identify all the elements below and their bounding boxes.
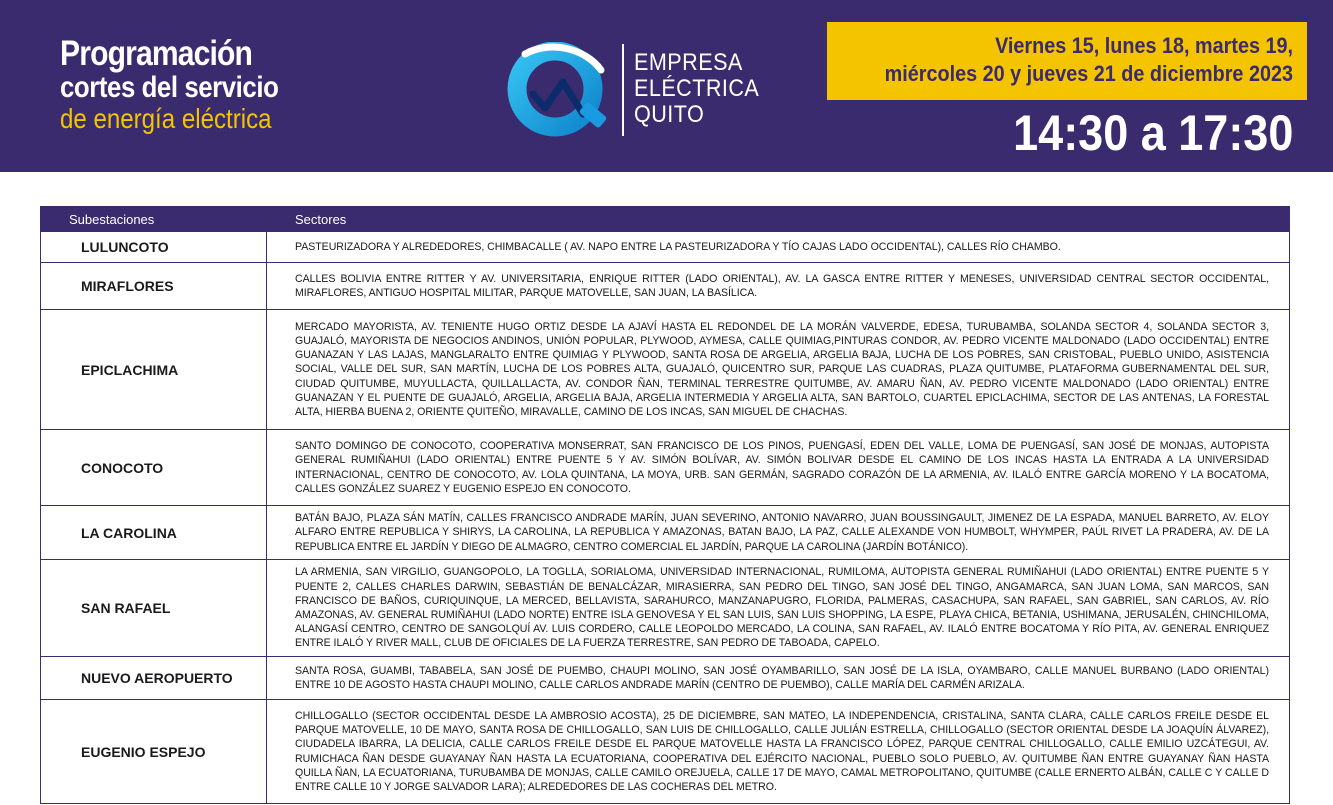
substation-name: LA CAROLINA: [41, 506, 267, 560]
table-row: [41, 560, 1290, 657]
table-row: [41, 700, 1290, 804]
table-row: [41, 430, 1290, 506]
logo-line-2: ELÉCTRICA: [634, 75, 760, 102]
date-box: [827, 22, 1307, 100]
sector-list: MERCADO MAYORISTA, AV. TENIENTE HUGO ORTIZ DESDE LA AJAVÍ HASTA EL REDONDEL DE LA MORÁN VALVERDE, EDESA, TURUBAMBA, SOLANDA SECTOR 4, SOLANDA SECTOR 3, GUAJALÓ, MAYORISTA DE NEGOCIOS ANDINOS, UNIÓN POPULAR, PLYWOOD, AYMESA, CALLE QUIMIAG,PINTURAS CONDOR, AV. PEDRO VICENTE MALDONADO (LADO OCCIDENTAL) ENTRE GUANAZAN Y LAS LAJAS, MANGLARALTO ENTRE QUIMIAG Y PLYWOOD, SANTA ROSA DE ARGELIA, ARGELIA BAJA, LUCHA DE LOS POBRES, SAN CRISTOBAL, PUEBLO UNIDO, ASISTENCIA SOCIAL, VALLE DEL SUR, SAN MARTÍN, LUCHA DE LOS POBRES ALTA, GUAJALÓ, QUICENTRO SUR, PARQUE LAS CUADRAS, PLAZA QUITUMBE, PLATAFORMA GUBERNAMENTAL DEL SUR, CIUDAD QUITUMBE, MUYULLACTA, QUILLALLACTA, AV. CONDOR ÑAN, TERMINAL TERRESTRE QUITUMBE, AV. AMARU ÑAN, AV. PEDRO VICENTE MALDONADO (LADO ORIENTAL) ENTRE GUANAZAN Y EL PUENTE DE GUAJALÓ, ARGELIA, ARGELIA BAJA, ARGELIA INTERMEDIA Y ARGELIA ALTA, SAN BARTOLO, CUARTEL EPICLACHIMA, SECTOR DE LAS ANTENAS, LA FORESTAL ALTA, HIERBA BUENA 2, ORIENTE QUITEÑO, MIRAVALLE, CAMINO DE LOS INCAS, SAN MIGUEL DE CHACHAS.: [267, 310, 1290, 430]
substation-name: CONOCOTO: [41, 430, 267, 506]
header-substations: Subestaciones: [41, 207, 267, 232]
substation-name: EPICLACHIMA: [41, 310, 267, 430]
sector-list: SANTA ROSA, GUAMBI, TABABELA, SAN JOSÉ DE PUEMBO, CHAUPI MOLINO, SAN JOSÉ OYAMBARILLO, SAN JOSÉ DE LA ISLA, OYAMBARO, CALLE MANUEL BURBANO (LADO ORIENTAL) ENTRE 10 DE AGOSTO HASTA CHAUPI MOLINO, CALLE CARLOS ANDRADE MARÍN (CENTRO DE PUEMBO), CALLE MARÍA DEL CARMÉN ARIZALA.: [267, 657, 1290, 700]
outage-table: [40, 206, 1290, 804]
time-range: 14:30 a 17:30: [1012, 105, 1293, 161]
table-row: [41, 263, 1290, 310]
substation-name: MIRAFLORES: [41, 263, 267, 310]
table-header-row: [41, 207, 1290, 232]
logo-line-1: EMPRESA: [634, 49, 743, 76]
page-title: [60, 36, 314, 133]
substation-name: NUEVO AEROPUERTO: [41, 657, 267, 700]
date-line-2: miércoles 20 y jueves 21 de diciembre 2023: [884, 61, 1293, 86]
table-row: [41, 506, 1290, 560]
eeq-logo-icon: [505, 42, 610, 137]
header-sectors: Sectores: [267, 207, 1290, 232]
substation-name: SAN RAFAEL: [41, 560, 267, 657]
title-line-2: cortes del servicio: [60, 71, 279, 104]
title-line-3: de energía eléctrica: [60, 103, 272, 134]
substation-name: LULUNCOTO: [41, 232, 267, 263]
sector-list: CHILLOGALLO (SECTOR OCCIDENTAL DESDE LA AMBROSIO ACOSTA), 25 DE DICIEMBRE, SAN MATEO, LA INDEPENDENCIA, CRISTALINA, SANTA CLARA, CALLE CARLOS FREILE DESDE EL PARQUE MATOVELLE, 10 DE MAYO, SANTA ROSA DE CHILLOGALLO, SAN LUIS DE CHILLOGALLO, CALLE JULIÁN ESTRELLA, CHILLOGALLO (SECTOR ORIENTAL DESDE LA JOAQUÍN ÁLVAREZ), CIUDADELA IBARRA, LA DELICIA, CALLE CARLOS FREILE DESDE EL PARQUE MATOVELLE HASTA LA FRANCISCO LÓPEZ, PARQUE CENTRAL CHILLOGALLO, CALLE EMILIO UZCÁTEGUI, AV. RUMICHACA ÑAN DESDE GUAYANAY ÑAN HASTA LA ECUATORIANA, COOPERATIVA DEL EJÉRCITO NACIONAL, PUEBLO SOLO PUEBLO, AV. QUITUMBE ÑAN ENTRE GUAYANAY ÑAN HASTA QUILLA ÑAN, LA ECUATORIANA, TURUBAMBA DE MONJAS, CALLE CAMILO OREJUELA, CALLE 17 DE MAYO, CAMAL METROPOLITANO, QUITUMBE (CALLE ERNERTO ALBÁN, CALLE C Y CALLE D ENTRE CALLE 10 Y JORGE SALVADOR LARA); ALREDEDORES DE LAS COCHERAS DEL METRO.: [267, 700, 1290, 804]
logo-line-3: QUITO: [634, 101, 705, 128]
title-line-1: Programación: [60, 34, 253, 73]
table-row: [41, 657, 1290, 700]
logo-wordmark: [634, 50, 759, 128]
table-row: [41, 310, 1290, 430]
table-row: [41, 232, 1290, 263]
sector-list: CALLES BOLIVIA ENTRE RITTER Y AV. UNIVERSITARIA, ENRIQUE RITTER (LADO ORIENTAL), AV. LA GASCA ENTRE RITTER Y MENESES, UNIVERSIDAD CENTRAL SECTOR OCCIDENTAL, MIRAFLORES, ANTIGUO HOSPITAL MILITAR, PARQUE MATOVELLE, SAN JUAN, LA BASÍLICA.: [267, 263, 1290, 310]
date-line-1: Viernes 15, lunes 18, martes 19,: [995, 33, 1293, 58]
sector-list: PASTEURIZADORA Y ALREDEDORES, CHIMBACALLE ( AV. NAPO ENTRE LA PASTEURIZADORA Y TÍO CAJAS LADO OCCIDENTAL), CALLES RÍO CHAMBO.: [267, 232, 1290, 263]
sector-list: SANTO DOMINGO DE CONOCOTO, COOPERATIVA MONSERRAT, SAN FRANCISCO DE LOS PINOS, PUENGASÍ, EDEN DEL VALLE, LOMA DE PUENGASÍ, SAN JOSÉ DE MONJAS, AUTOPISTA GENERAL RUMIÑAHUI (LADO ORIENTAL) ENTRE PUENTE 5 Y AV. SIMÓN BOLÍVAR, AV. SIMÓN BOLIVAR DESDE EL CAMINO DE LOS INCAS HASTA LA ENTRADA A LA UNIVERSIDAD INTERNACIONAL, CENTRO DE CONOCOTO, AV. LOLA QUINTANA, LA MOYA, URB. SAN GERMÁN, SAGRADO CORAZÓN DE LA ARMENIA, AV. ILALÓ ENTRE GARCÍA MORENO Y LA BOCATOMA, CALLES GONZÁLEZ SUAREZ Y EUGENIO ESPEJO EN CONOCOTO.: [267, 430, 1290, 506]
substation-name: EUGENIO ESPEJO: [41, 700, 267, 804]
logo-divider: [622, 44, 624, 136]
header-banner: [0, 0, 1333, 172]
sector-list: BATÁN BAJO, PLAZA SÁN MATÍN, CALLES FRANCISCO ANDRADE MARÍN, JUAN SEVERINO, ANTONIO NAVARRO, JUAN BOUSSINGAULT, JIMENEZ DE LA ESPADA, MANUEL BARRETO, AV. ELOY ALFARO ENTRE REPUBLICA Y SHIRYS, LA CAROLINA, LA REPUBLICA Y AMAZONAS, BATAN BAJO, LA PAZ, CALLE ALEXANDE VON HUMBOLT, WHYMPER, PAÚL RIVET LA PRADERA, AV. DE LA REPUBLICA ENTRE EL JARDÍN Y DIEGO DE ALMAGRO, CENTRO COMERCIAL EL JARDÍN, PARQUE LA CAROLINA (JARDÍN BOTÁNICO).: [267, 506, 1290, 560]
sector-list: LA ARMENIA, SAN VIRGILIO, GUANGOPOLO, LA TOGLLA, SORIALOMA, UNIVERSIDAD INTERNACIONAL, RUMILOMA, AUTOPISTA GENERAL RUMIÑAHUI (LADO ORIENTAL) ENTRE PUENTE 5 Y PUENTE 2, CALLES CHARLES DARWIN, SEBASTIÁN DE BENALCÁZAR, MIRASIERRA, SAN PEDRO DEL TINGO, SAN JOSÉ DEL TINGO, ANGAMARCA, SAN JUAN LOMA, SAN MARCOS, SAN FRANCISCO DE BAÑOS, CURIQUINQUE, LA MERCED, BELLAVISTA, SARAHURCO, MANZANAPUGRO, FLORIDA, PALMERAS, CASACHUPA, SAN RAFAEL, SAN GABRIEL, SAN CARLOS, AV. RÍO AMAZONAS, AV. GENERAL RUMIÑAHUI (LADO NORTE) ENTRE ISLA GENOVESA Y EL SAN LUIS, SAN LUIS SHOPPING, LA ESPE, PLAYA CHICA, BETANIA, USHIMANA, JERUSALÉN, CHINCHILOMA, ALANGASÍ CENTRO, CENTRO DE SANGOLQUÍ AV. LUIS CORDERO, CALLE LEOPOLDO MERCADO, LA COLINA, SAN RAFAEL, AV. ILALÓ ENTRE BOCATOMA Y RÍO PITA, AV. GENERAL ENRIQUEZ ENTRE ILALÓ Y RIVER MALL, CLUB DE OFICIALES DE LA FUERZA TERRESTRE, SAN PEDRO DE TABOADA, CAPELO.: [267, 560, 1290, 657]
